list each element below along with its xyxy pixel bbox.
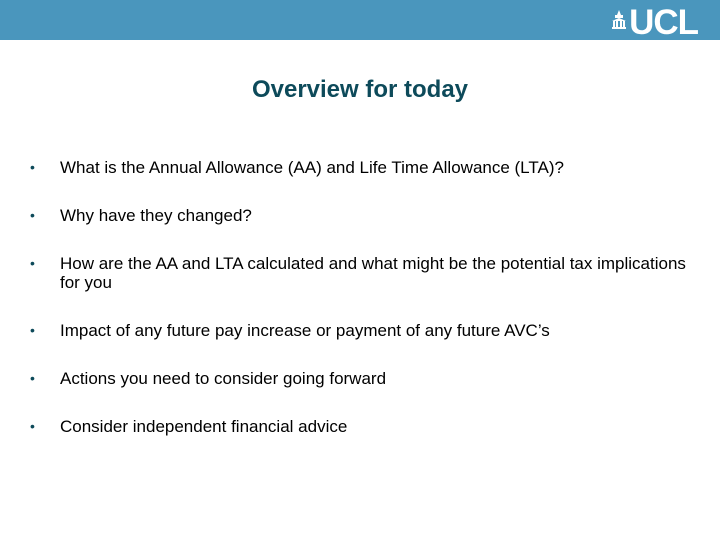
slide-title: Overview for today <box>251 76 469 103</box>
bullet-list <box>30 158 690 436</box>
bullet-dot: • <box>30 255 35 271</box>
bullet-dot: • <box>30 370 35 386</box>
bullet-text: How are the AA and LTA calculated and what might be the potential tax implications for you <box>60 254 686 292</box>
bullet-item <box>30 158 690 177</box>
bullet-item <box>30 206 690 225</box>
bullet-text: Consider independent financial advice <box>60 417 348 436</box>
portico-icon <box>611 10 627 30</box>
bullet-dot: • <box>30 322 35 338</box>
bullet-text: What is the Annual Allowance (AA) and Life Time Allowance (LTA)? <box>60 158 564 177</box>
ucl-logo <box>611 3 698 42</box>
bullet-text: Impact of any future pay increase or payment of any future AVC’s <box>60 321 550 340</box>
bullet-item <box>30 254 690 292</box>
bullet-item <box>30 321 690 340</box>
logo-text: UCL <box>629 3 698 42</box>
bullet-item <box>30 369 690 388</box>
bullet-text: Actions you need to consider going forward <box>60 369 387 388</box>
bullet-dot: • <box>30 207 35 223</box>
bullet-item <box>30 417 690 436</box>
bullet-dot: • <box>30 159 35 175</box>
bullet-dot: • <box>30 418 35 434</box>
bullet-text: Why have they changed? <box>60 206 252 225</box>
header-bar <box>0 0 720 40</box>
